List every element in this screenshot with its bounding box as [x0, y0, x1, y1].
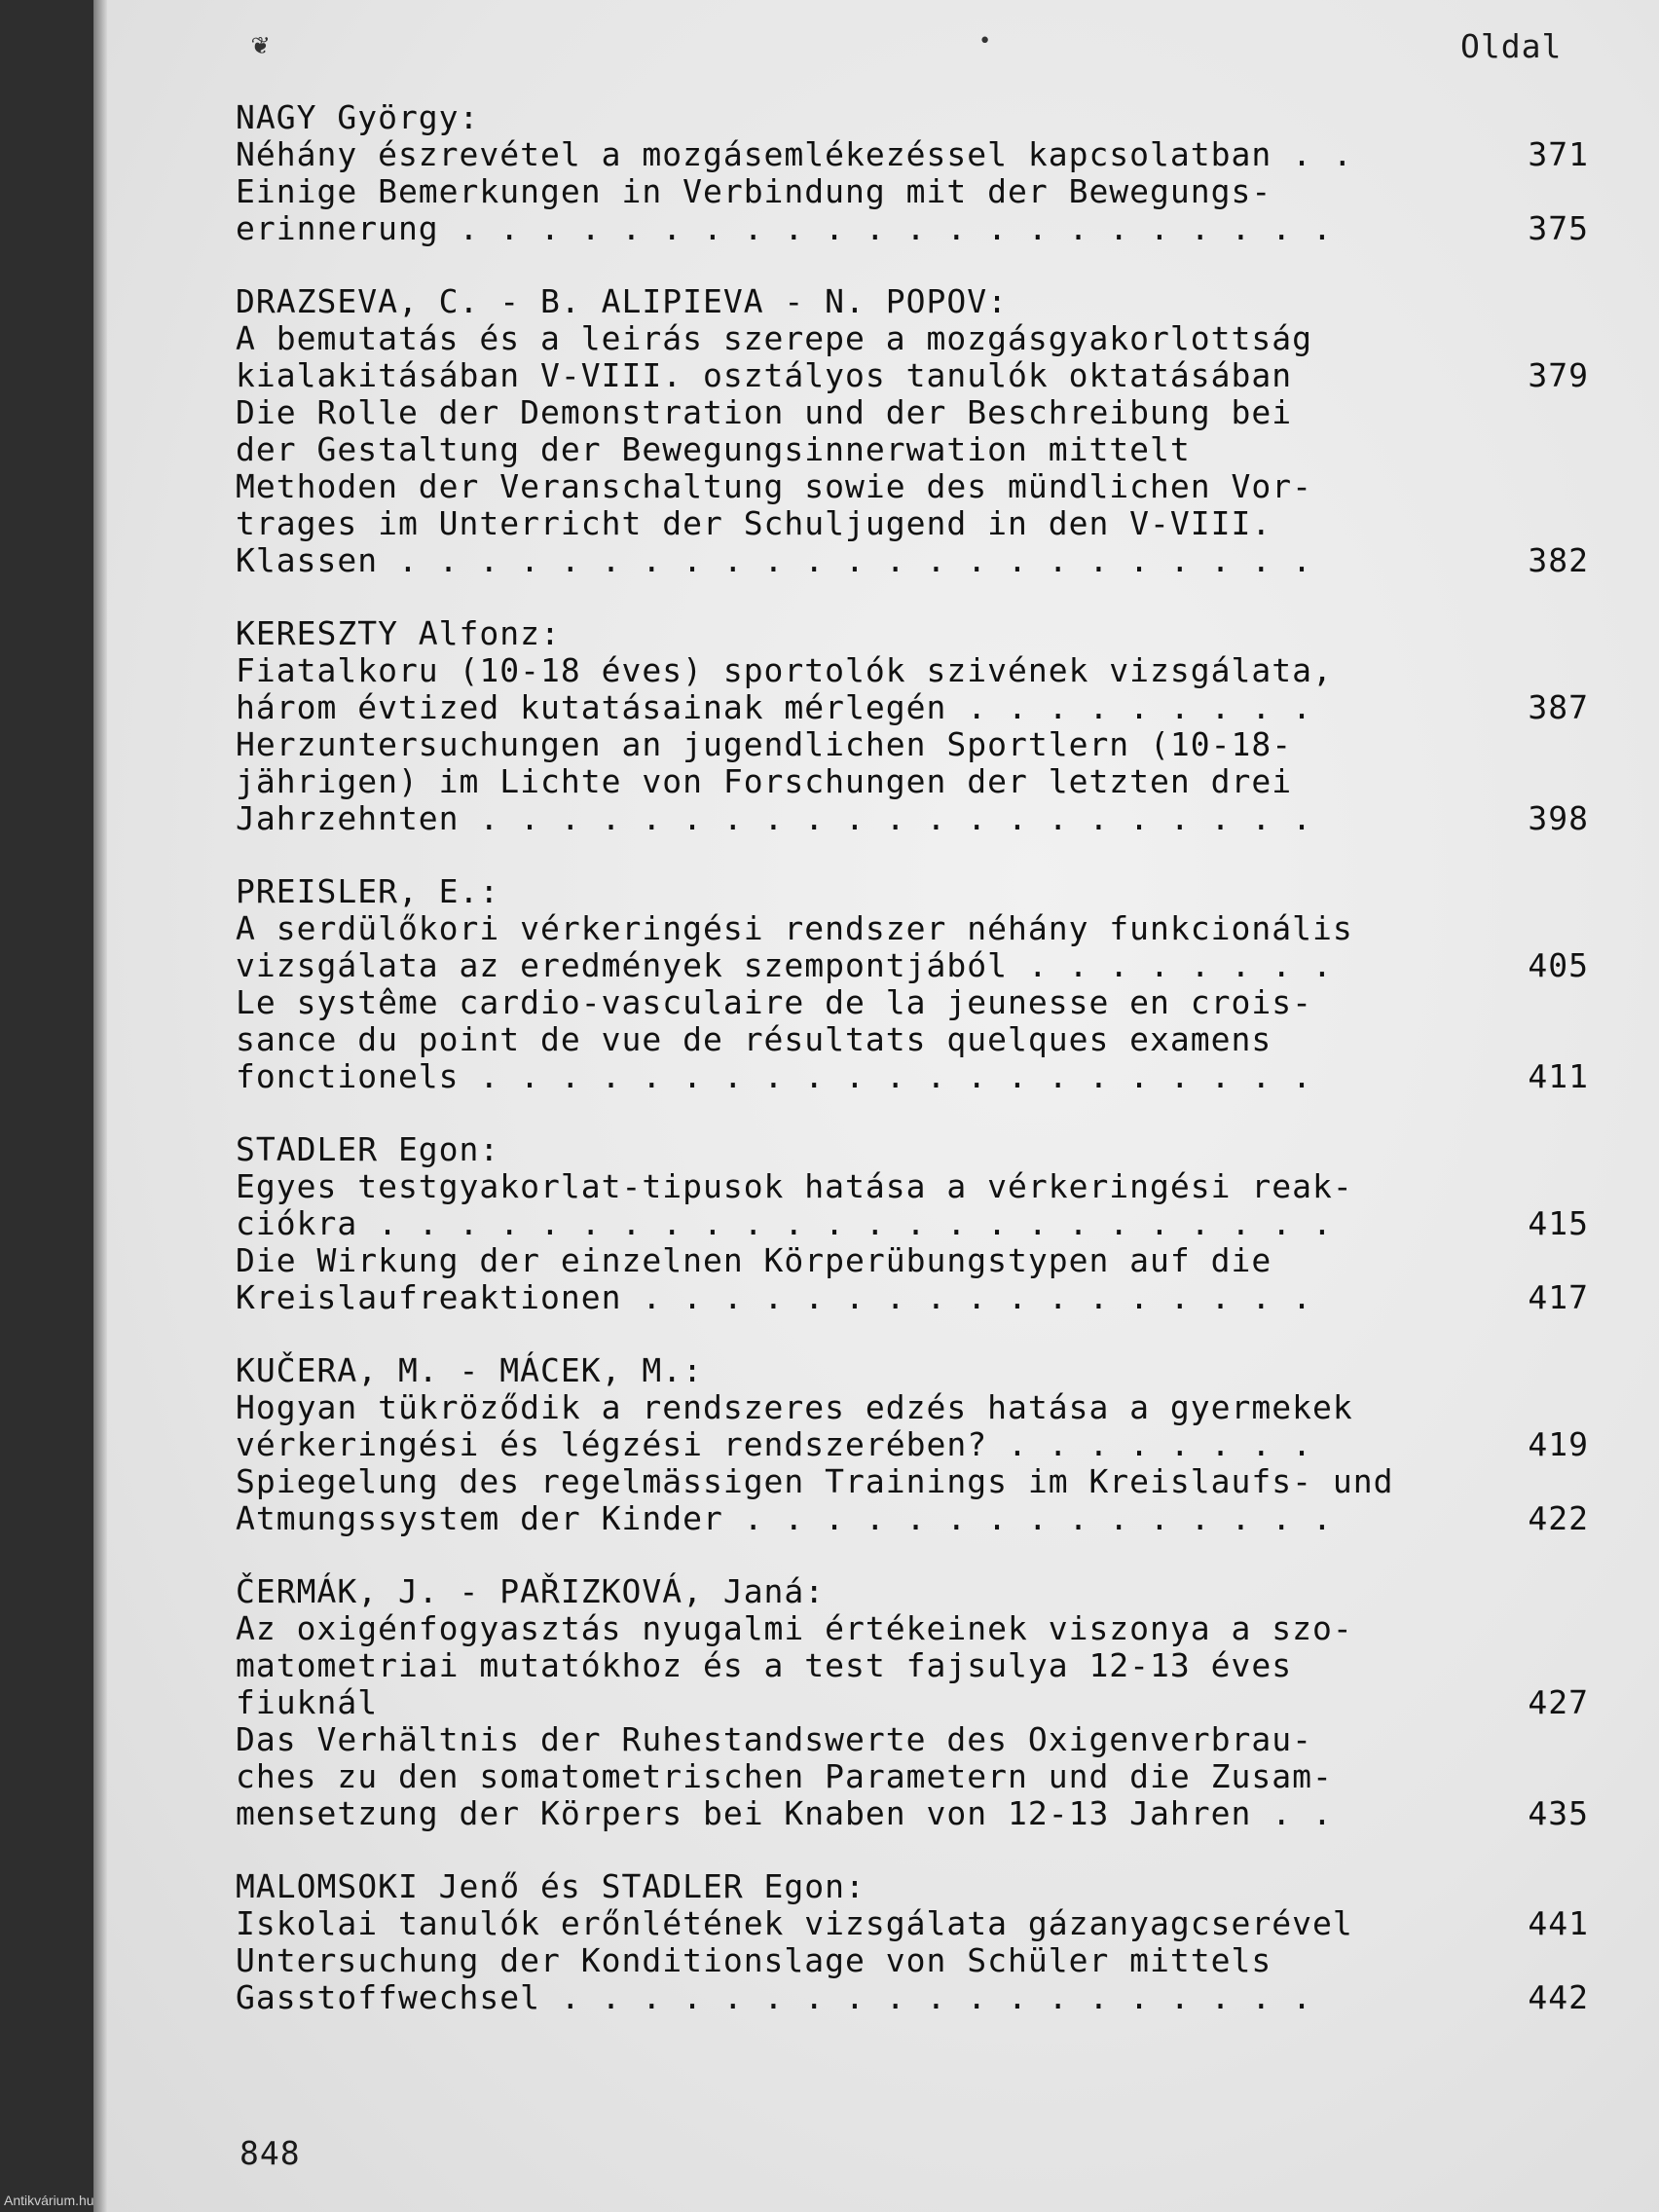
toc-line: [236, 320, 1589, 357]
toc-line-text: Methoden der Veranschaltung sowie des mündlichen Vor-: [236, 467, 1312, 505]
toc-line-text: mensetzung der Körpers bei Knaben von 12-13 Jahren . .: [236, 1794, 1333, 1832]
toc-line-text: Az oxigénfogyasztás nyugalmi értékeinek viszonya a szo-: [236, 1609, 1353, 1647]
page-binding-shadow: [93, 0, 107, 2212]
toc-line: [236, 947, 1589, 984]
toc-line-text: ciókra . . . . . . . . . . . . . . . . . . . . . . . .: [236, 1204, 1333, 1242]
toc-entry: [236, 615, 1589, 837]
toc-line-text: jährigen) im Lichte von Forschungen der letzten drei: [236, 762, 1293, 800]
toc-line-text: sance du point de vue de résultats quelques examens: [236, 1020, 1272, 1058]
toc-line: [236, 1795, 1589, 1832]
toc-line-text: kialakitásában V-VIII. osztályos tanulók oktatásában: [236, 356, 1293, 394]
toc-line: [236, 542, 1589, 579]
toc-page-number: 371: [1528, 135, 1589, 173]
toc-line-text: Die Rolle der Demonstration und der Beschreibung bei: [236, 393, 1293, 431]
toc-line-text: vérkeringési és légzési rendszerében? . . . . . . . .: [236, 1425, 1312, 1463]
toc-line-text: Kreislaufreaktionen . . . . . . . . . . . . . . . . .: [236, 1278, 1312, 1316]
toc-author: KUČERA, M. - MÁCEK, M.:: [236, 1351, 703, 1389]
toc-page-number: 405: [1528, 946, 1589, 984]
toc-author: STADLER Egon:: [236, 1130, 500, 1168]
toc-page-number: 441: [1528, 1904, 1589, 1942]
table-of-contents: [236, 99, 1589, 2052]
page-column-header: Oldal: [1460, 27, 1563, 65]
toc-line-text: trages im Unterricht der Schuljugend in den V-VIII.: [236, 504, 1272, 542]
toc-line: [236, 910, 1589, 947]
toc-line: [236, 136, 1589, 173]
toc-entry: [236, 1868, 1589, 2016]
toc-page-number: 379: [1528, 356, 1589, 394]
toc-line: [236, 984, 1589, 1021]
toc-line: [236, 1389, 1589, 1426]
toc-page-number: 375: [1528, 209, 1589, 247]
toc-page-number: 398: [1528, 799, 1589, 837]
toc-line-text: Hogyan tükröződik a rendszeres edzés hatása a gyermekek: [236, 1388, 1353, 1426]
toc-line: [236, 1426, 1589, 1463]
toc-line: [236, 1463, 1589, 1500]
toc-line-text: Die Wirkung der einzelnen Körperübungstypen auf die: [236, 1241, 1272, 1279]
toc-line: [236, 357, 1589, 394]
toc-entry: [236, 99, 1589, 247]
toc-entry: [236, 1352, 1589, 1537]
toc-line-text: Spiegelung des regelmässigen Trainings im Kreislaufs- und: [236, 1462, 1394, 1500]
toc-author: KERESZTY Alfonz:: [236, 614, 561, 652]
toc-author: DRAZSEVA, C. - B. ALIPIEVA - N. POPOV:: [236, 282, 1008, 320]
toc-author: ČERMÁK, J. - PAŘIZKOVÁ, Janá:: [236, 1572, 826, 1610]
toc-line: [236, 652, 1589, 689]
toc-line: [236, 1242, 1589, 1279]
toc-line-text: Néhány észrevétel a mozgásemlékezéssel kapcsolatban . .: [236, 135, 1353, 173]
toc-line-text: fonctionels . . . . . . . . . . . . . . . . . . . . .: [236, 1057, 1312, 1095]
toc-line: [236, 689, 1589, 726]
toc-page-number: 417: [1528, 1278, 1589, 1316]
toc-page-number: 422: [1528, 1499, 1589, 1537]
toc-author: MALOMSOKI Jenő és STADLER Egon:: [236, 1867, 866, 1905]
toc-line-text: Egyes testgyakorlat-tipusok hatása a vérkeringési reak-: [236, 1167, 1353, 1205]
toc-line: [236, 210, 1589, 247]
toc-line: [236, 763, 1589, 800]
ink-dot-icon: •: [978, 29, 992, 54]
toc-line-text: erinnerung . . . . . . . . . . . . . . . . . . . . . .: [236, 209, 1333, 247]
toc-page-number: 387: [1528, 688, 1589, 726]
toc-line: [236, 1942, 1589, 1979]
toc-line-text: Fiatalkoru (10-18 éves) sportolók szivének vizsgálata,: [236, 651, 1333, 689]
watermark: Antikvárium.hu: [4, 2193, 94, 2208]
toc-page-number: 427: [1528, 1683, 1589, 1721]
toc-line: [236, 1979, 1589, 2016]
toc-entry: [236, 283, 1589, 579]
toc-line-text: Untersuchung der Konditionslage von Schüler mittels: [236, 1941, 1272, 1979]
toc-page-number: 435: [1528, 1794, 1589, 1832]
toc-line: [236, 800, 1589, 837]
toc-line: [236, 1610, 1589, 1647]
toc-line-text: vizsgálata az eredmények szempontjából . . . . . . . .: [236, 946, 1333, 984]
toc-line-text: Das Verhältnis der Ruhestandswerte des Oxigenverbrau-: [236, 1720, 1312, 1758]
toc-line-text: Jahrzehnten . . . . . . . . . . . . . . . . . . . . .: [236, 799, 1312, 837]
toc-line: [236, 431, 1589, 468]
toc-entry: [236, 1131, 1589, 1316]
toc-entry: [236, 1573, 1589, 1832]
toc-page-number: 442: [1528, 1978, 1589, 2016]
toc-line: [236, 468, 1589, 505]
toc-line-text: fiuknál: [236, 1683, 379, 1721]
toc-page-number: 411: [1528, 1057, 1589, 1095]
toc-line: [236, 1500, 1589, 1537]
toc-line: [236, 1758, 1589, 1795]
toc-line: [236, 173, 1589, 210]
toc-line-text: Gasstoffwechsel . . . . . . . . . . . . . . . . . . .: [236, 1978, 1312, 2016]
toc-line: [236, 1647, 1589, 1684]
toc-line-text: ches zu den somatometrischen Parametern und die Zusam-: [236, 1757, 1333, 1795]
toc-line: [236, 1279, 1589, 1316]
page-number: 848: [240, 2134, 301, 2172]
ink-smudge-icon: ❦: [251, 27, 270, 61]
toc-page-number: 382: [1528, 541, 1589, 579]
toc-line-text: A serdülőkori vérkeringési rendszer néhány funkcionális: [236, 909, 1353, 947]
toc-page-number: 419: [1528, 1425, 1589, 1463]
toc-entry: [236, 873, 1589, 1095]
toc-line-text: matometriai mutatókhoz és a test fajsulya 12-13 éves: [236, 1646, 1293, 1684]
toc-line: [236, 726, 1589, 763]
toc-author: NAGY György:: [236, 98, 480, 136]
toc-line: [236, 1058, 1589, 1095]
toc-line-text: Le systême cardio-vasculaire de la jeunesse en crois-: [236, 983, 1312, 1021]
toc-line: [236, 394, 1589, 431]
toc-line: [236, 1168, 1589, 1205]
toc-line: [236, 1721, 1589, 1758]
toc-line: [236, 1684, 1589, 1721]
toc-line-text: Iskolai tanulók erőnlétének vizsgálata gázanyagcserével: [236, 1904, 1353, 1942]
toc-line: [236, 1021, 1589, 1058]
toc-line-text: Einige Bemerkungen in Verbindung mit der Bewegungs-: [236, 172, 1272, 210]
toc-line-text: A bemutatás és a leirás szerepe a mozgásgyakorlottság: [236, 319, 1312, 357]
toc-author: PREISLER, E.:: [236, 872, 500, 910]
toc-line-text: Atmungssystem der Kinder . . . . . . . . . . . . . . .: [236, 1499, 1333, 1537]
toc-page-number: 415: [1528, 1204, 1589, 1242]
toc-line-text: Herzuntersuchungen an jugendlichen Sportlern (10-18-: [236, 725, 1293, 763]
toc-line: [236, 1905, 1589, 1942]
toc-line-text: der Gestaltung der Bewegungsinnerwation mittelt: [236, 430, 1191, 468]
toc-line-text: Klassen . . . . . . . . . . . . . . . . . . . . . . .: [236, 541, 1312, 579]
toc-line: [236, 1205, 1589, 1242]
toc-line: [236, 505, 1589, 542]
toc-line-text: három évtized kutatásainak mérlegén . . . . . . . . .: [236, 688, 1312, 726]
